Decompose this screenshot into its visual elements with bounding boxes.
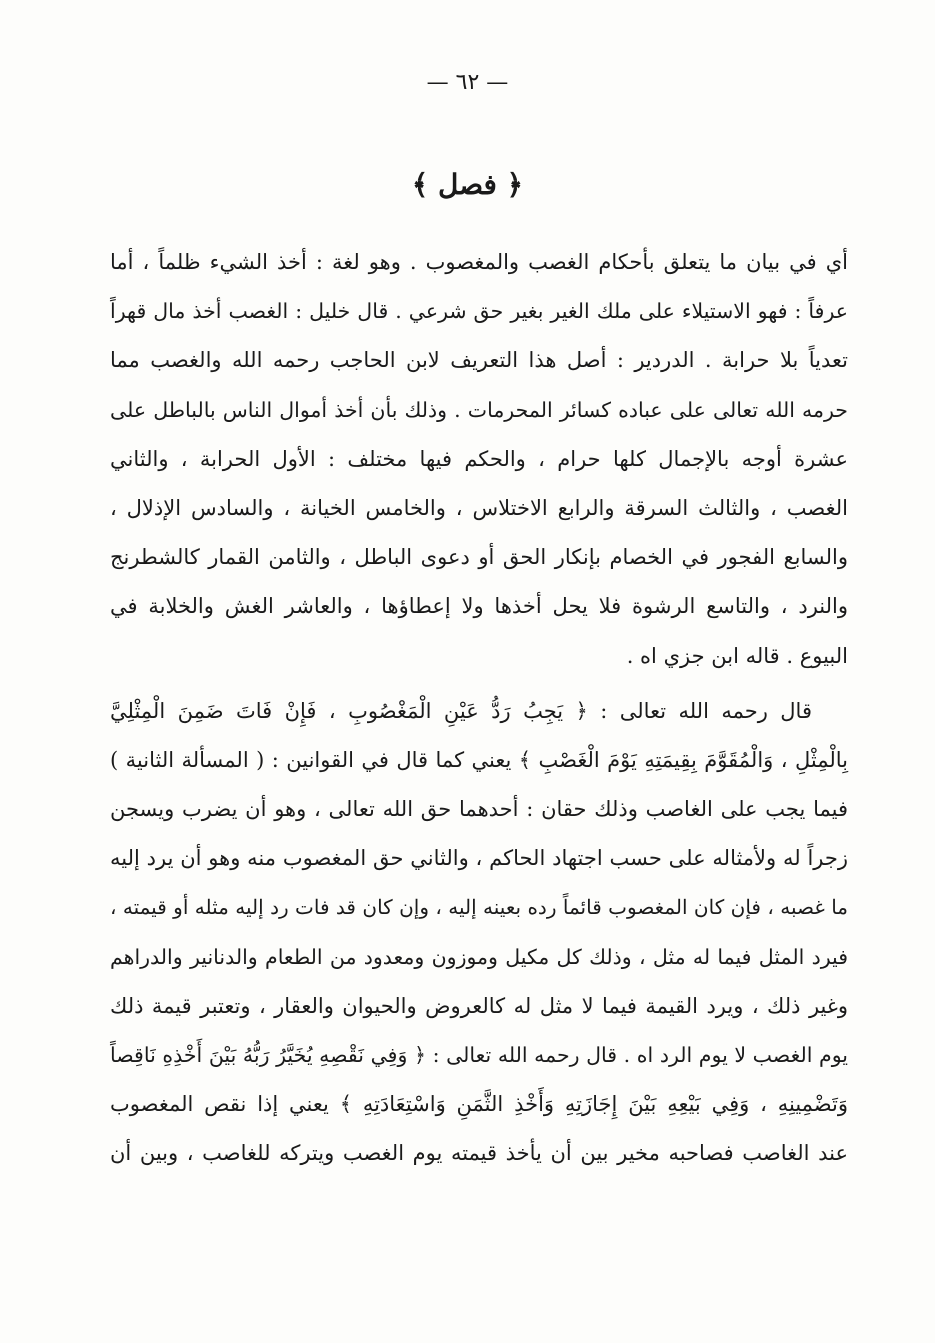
text-line: الغصب ، والثالث السرقة والرابع الاختلاس ، والخامس الخيانة ، والسادس الإذلال ، — [110, 495, 848, 520]
text-line: ما غصبه ، فإن كان المغصوب قائماً رده بعينه إليه ، وإن كان قد فات رد إليه مثله أو قيمته ، — [110, 895, 848, 920]
section-heading: ﴿ فصل ﴾ — [411, 168, 524, 201]
text-line: بِالْمِثْلِ ، وَالْمُقَوَّمَ بِقِيمَتِهِ يَوْمَ الْغَصْبِ ﴾ يعني كما قال في القوانين : ( المسألة الثانية ) — [110, 747, 848, 772]
text-line: والنرد ، والتاسع الرشوة فلا يحل أخذها ولا إعطاؤها ، والعاشر الغش والخلابة في — [110, 594, 848, 619]
text-line: والسابع الفجور في الخصام بإنكار الحق أو دعوى الباطل ، والثامن القمار كالشطرنج — [110, 545, 848, 570]
text-line: عرفاً : فهو الاستيلاء على ملك الغير بغير حق شرعي . قال خليل : الغصب أخذ مال قهراً — [110, 299, 848, 324]
text-line: أي في بيان ما يتعلق بأحكام الغصب والمغصوب . وهو لغة : أخذ الشيء ظلماً ، أما — [110, 250, 848, 274]
page-number: — ٦٢ — — [426, 70, 509, 95]
text-line: زجراً له ولأمثاله على حسب اجتهاد الحاكم ، والثاني حق المغصوب منه وهو أن يرد إليه — [110, 846, 848, 871]
text-line: عند الغاصب فصاحبه مخير بين أن يأخذ قيمته يوم الغصب ويتركه للغاصب ، وبين أن — [110, 1141, 848, 1166]
text-line: البيوع . قاله ابن جزي اه . — [626, 643, 848, 668]
text-line: فيما يجب على الغاصب وذلك حقان : أحدهما حق الله تعالى ، وهو أن يضرب ويسجن — [110, 797, 848, 822]
text-line: فيرد المثل فيما له مثل ، وذلك كل مكيل وموزون ومعدود من الطعام والدنانير والدراهم — [110, 944, 848, 969]
text-line: وغير ذلك ، ويرد القيمة فيما لا مثل له كالعروض والحيوان والعقار ، وتعتبر قيمة ذلك — [110, 993, 848, 1018]
text-line: قال رحمه الله تعالى : ﴿ يَجِبُ رَدُّ عَيْنِ الْمَغْصُوبِ ، فَإِنْ فَاتَ ضَمِنَ الْمِثْلِيَّ — [110, 698, 812, 723]
text-line: يوم الغصب لا يوم الرد اه . قال رحمه الله تعالى : ﴿ وَفِي نَقْصِهِ يُخَيَّرُ رَبُّهُ بَيْنَ أَخْذِهِ نَاقِصاً — [110, 1043, 848, 1067]
text-line: عشرة أوجه بالإجمال كلها حرام ، والحكم فيها مختلف : الأول الحرابة ، والثاني — [110, 446, 848, 471]
body-text — [110, 238, 848, 1179]
text-line: حرمه الله تعالى على عباده كسائر المحرمات . وذلك بأن أخذ أموال الناس بالباطل على — [110, 397, 848, 422]
text-line: وَتَضْمِينِهِ ، وَفِي بَيْعِهِ بَيْنَ إِجَازَتِهِ وَأَخْذِ الثَّمَنِ وَاسْتِعَادَتِهِ ﴾ يعني إذا نقص المغصوب — [110, 1092, 848, 1117]
text-line: تعدياً بلا حرابة . الدردير : أصل هذا التعريف لابن الحاجب رحمه الله والغصب مما — [110, 348, 848, 373]
